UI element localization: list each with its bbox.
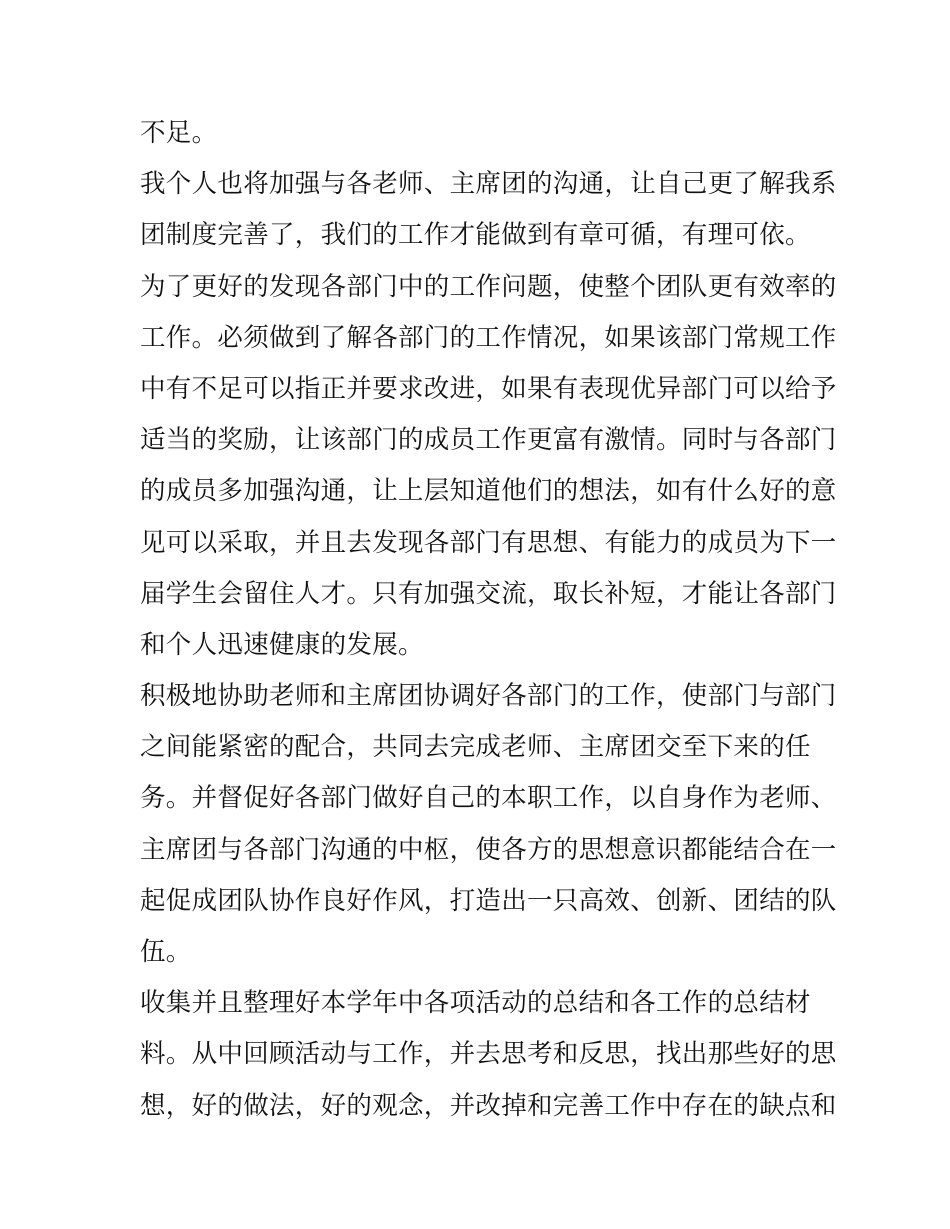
- text-line: 届学生会留住人才。只有加强交流，取长补短，才能让各部门: [140, 578, 837, 609]
- text-line: 的成员多加强沟通，让上层知道他们的想法，如有什么好的意: [140, 476, 837, 507]
- text-line: 工作。必须做到了解各部门的工作情况，如果该部门常规工作: [140, 322, 837, 353]
- text-line: 不足。: [140, 118, 218, 148]
- text-line: 务。并督促好各部门做好自己的本职工作，以自身作为老师、: [140, 783, 837, 814]
- text-line: 中有不足可以指正并要求改进，如果有表现优异部门可以给予: [140, 373, 837, 404]
- document-body: [140, 108, 837, 1132]
- text-line: 为了更好的发现各部门中的工作问题，使整个团队更有效率的: [140, 271, 837, 302]
- text-line: 收集并且整理好本学年中各项活动的总结和各工作的总结材: [140, 988, 811, 1019]
- text-line: 料。从中回顾活动与工作，并去思考和反思，找出那些好的思: [140, 1039, 837, 1070]
- text-line: 团制度完善了，我们的工作才能做到有章可循，有理可依。: [140, 220, 811, 251]
- text-line: 之间能紧密的配合，共同去完成老师、主席团交至下来的任: [140, 732, 811, 763]
- text-line: 主席团与各部门沟通的中枢，使各方的思想意识都能结合在一: [140, 834, 837, 865]
- text-line: 积极地协助老师和主席团协调好各部门的工作，使部门与部门: [140, 681, 837, 712]
- text-line: 想，好的做法，好的观念，并改掉和完善工作中存在的缺点和: [140, 1090, 837, 1121]
- text-line: 伍。: [140, 937, 192, 967]
- text-line: 适当的奖励，让该部门的成员工作更富有激情。同时与各部门: [140, 425, 837, 456]
- text-line: 我个人也将加强与各老师、主席团的沟通，让自己更了解我系: [140, 169, 837, 200]
- text-line: 和个人迅速健康的发展。: [140, 629, 424, 660]
- text-line: 见可以采取，并且去发现各部门有思想、有能力的成员为下一: [140, 527, 837, 558]
- text-line: 起促成团队协作良好作风，打造出一只高效、创新、团结的队: [140, 885, 837, 916]
